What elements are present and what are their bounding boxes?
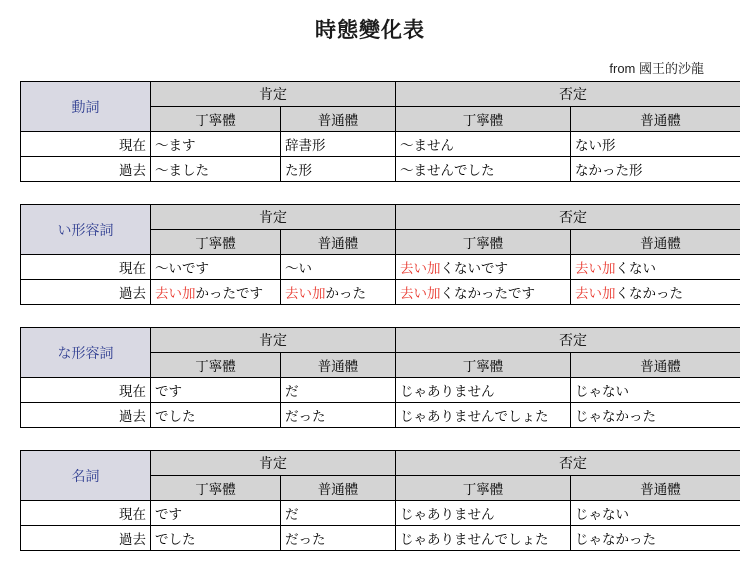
cell-aff_plain xyxy=(281,403,396,428)
cell-neg_polite xyxy=(396,501,571,526)
plain-text: 辞書形 xyxy=(285,138,326,153)
row-label: 過去 xyxy=(21,280,151,305)
row-label: 過去 xyxy=(21,403,151,428)
plain-text: じゃありません xyxy=(400,384,495,399)
cell-neg_plain xyxy=(571,132,740,157)
tense-table-名詞 xyxy=(20,450,720,551)
cell-aff_plain xyxy=(281,378,396,403)
header-row-top xyxy=(21,451,740,476)
cell-neg_plain xyxy=(571,255,740,280)
highlighted-text: 去い加 xyxy=(155,286,196,301)
header-row-top xyxy=(21,82,740,107)
header-aff-polite: 丁寧體 xyxy=(151,476,281,501)
cell-aff_polite xyxy=(151,280,281,305)
plain-text: くなかったです xyxy=(441,286,536,301)
highlighted-text: 去い加 xyxy=(400,286,441,301)
table-row xyxy=(21,501,740,526)
row-label: 過去 xyxy=(21,526,151,551)
cell-neg_polite xyxy=(396,526,571,551)
header-neg-polite: 丁寧體 xyxy=(396,230,571,255)
tense-table-い形容詞 xyxy=(20,204,720,305)
tense-tables-container xyxy=(0,81,740,551)
plain-text: じゃありませんでしょた xyxy=(400,532,549,547)
header-aff-plain: 普通體 xyxy=(281,353,396,378)
plain-text: だ xyxy=(285,507,299,522)
table-row xyxy=(21,526,740,551)
plain-text: ～ました xyxy=(155,163,209,178)
cell-aff_plain xyxy=(281,280,396,305)
header-aff-polite: 丁寧體 xyxy=(151,230,281,255)
header-aff-polite: 丁寧體 xyxy=(151,353,281,378)
cell-neg_plain xyxy=(571,280,740,305)
category-label: な形容詞 xyxy=(21,328,151,378)
plain-text: じゃありません xyxy=(400,507,495,522)
plain-text: くなかった xyxy=(616,286,684,301)
cell-neg_polite xyxy=(396,255,571,280)
plain-text: かったです xyxy=(196,286,264,301)
header-row-top xyxy=(21,205,740,230)
plain-text: でした xyxy=(155,532,196,547)
table xyxy=(20,81,740,182)
table-row xyxy=(21,403,740,428)
cell-aff_plain xyxy=(281,255,396,280)
header-aff-polite: 丁寧體 xyxy=(151,107,281,132)
cell-aff_plain xyxy=(281,157,396,182)
cell-aff_plain xyxy=(281,501,396,526)
tense-table-な形容詞 xyxy=(20,327,720,428)
cell-neg_plain xyxy=(571,378,740,403)
row-label: 現在 xyxy=(21,501,151,526)
plain-text: です xyxy=(155,507,182,522)
table xyxy=(20,450,740,551)
cell-aff_polite xyxy=(151,255,281,280)
table-row xyxy=(21,157,740,182)
cell-aff_polite xyxy=(151,526,281,551)
cell-neg_polite xyxy=(396,378,571,403)
table-row xyxy=(21,378,740,403)
row-label: 現在 xyxy=(21,255,151,280)
table xyxy=(20,204,740,305)
category-label: 名詞 xyxy=(21,451,151,501)
plain-text: くないです xyxy=(441,261,509,276)
header-neg-plain: 普通體 xyxy=(571,353,740,378)
credit-line: from 國王的沙龍 xyxy=(0,58,704,77)
plain-text: ない形 xyxy=(575,138,616,153)
category-label: い形容詞 xyxy=(21,205,151,255)
header-affirmative: 肯定 xyxy=(151,328,396,353)
header-neg-polite: 丁寧體 xyxy=(396,107,571,132)
row-label: 過去 xyxy=(21,157,151,182)
cell-neg_plain xyxy=(571,501,740,526)
header-aff-plain: 普通體 xyxy=(281,107,396,132)
plain-text: ～い xyxy=(285,261,312,276)
plain-text: じゃありませんでしょた xyxy=(400,409,549,424)
category-label: 動詞 xyxy=(21,82,151,132)
header-neg-polite: 丁寧體 xyxy=(396,353,571,378)
header-negative: 否定 xyxy=(396,205,740,230)
table xyxy=(20,327,740,428)
row-label: 現在 xyxy=(21,378,151,403)
plain-text: じゃなかった xyxy=(575,409,656,424)
cell-neg_plain xyxy=(571,403,740,428)
cell-aff_polite xyxy=(151,501,281,526)
plain-text: じゃなかった xyxy=(575,532,656,547)
plain-text: だ xyxy=(285,384,299,399)
plain-text: でした xyxy=(155,409,196,424)
plain-text: なかった形 xyxy=(575,163,643,178)
cell-aff_plain xyxy=(281,526,396,551)
cell-neg_polite xyxy=(396,157,571,182)
page-title: 時態變化表 xyxy=(0,14,740,44)
table-row xyxy=(21,280,740,305)
plain-text: じゃない xyxy=(575,507,629,522)
cell-neg_polite xyxy=(396,280,571,305)
header-affirmative: 肯定 xyxy=(151,82,396,107)
header-aff-plain: 普通體 xyxy=(281,476,396,501)
plain-text: ～いです xyxy=(155,261,209,276)
plain-text: くない xyxy=(616,261,657,276)
plain-text: かった xyxy=(326,286,367,301)
header-neg-plain: 普通體 xyxy=(571,230,740,255)
highlighted-text: 去い加 xyxy=(575,261,616,276)
cell-neg_plain xyxy=(571,157,740,182)
plain-text: ～ます xyxy=(155,138,196,153)
plain-text: だった xyxy=(285,532,326,547)
header-neg-plain: 普通體 xyxy=(571,107,740,132)
header-negative: 否定 xyxy=(396,328,740,353)
header-neg-plain: 普通體 xyxy=(571,476,740,501)
table-row xyxy=(21,255,740,280)
plain-text: た形 xyxy=(285,163,312,178)
header-negative: 否定 xyxy=(396,451,740,476)
table-row xyxy=(21,132,740,157)
cell-aff_polite xyxy=(151,132,281,157)
plain-text: ～ません xyxy=(400,138,454,153)
plain-text: ～ませんでした xyxy=(400,163,495,178)
header-row-top xyxy=(21,328,740,353)
plain-text: だった xyxy=(285,409,326,424)
header-affirmative: 肯定 xyxy=(151,451,396,476)
cell-neg_polite xyxy=(396,403,571,428)
row-label: 現在 xyxy=(21,132,151,157)
header-neg-polite: 丁寧體 xyxy=(396,476,571,501)
highlighted-text: 去い加 xyxy=(285,286,326,301)
cell-aff_polite xyxy=(151,378,281,403)
cell-aff_polite xyxy=(151,157,281,182)
header-affirmative: 肯定 xyxy=(151,205,396,230)
plain-text: です xyxy=(155,384,182,399)
header-aff-plain: 普通體 xyxy=(281,230,396,255)
cell-neg_plain xyxy=(571,526,740,551)
highlighted-text: 去い加 xyxy=(400,261,441,276)
tense-table-動詞 xyxy=(20,81,720,182)
cell-aff_polite xyxy=(151,403,281,428)
cell-neg_polite xyxy=(396,132,571,157)
highlighted-text: 去い加 xyxy=(575,286,616,301)
plain-text: じゃない xyxy=(575,384,629,399)
cell-aff_plain xyxy=(281,132,396,157)
header-negative: 否定 xyxy=(396,82,740,107)
